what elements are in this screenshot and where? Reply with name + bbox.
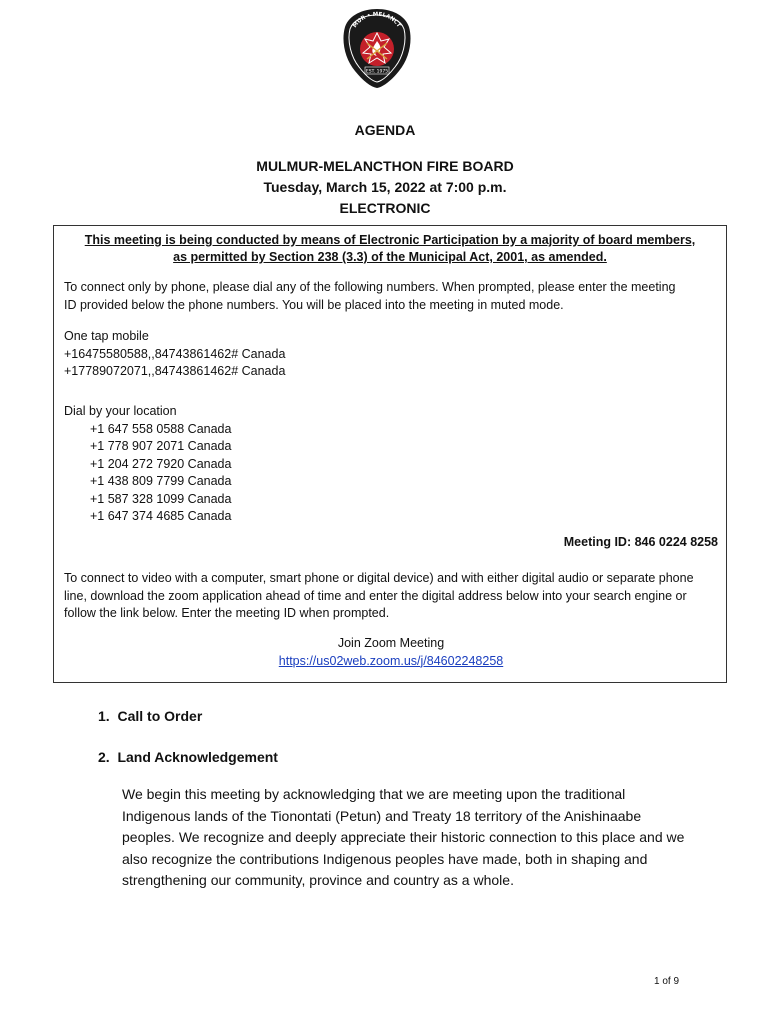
meeting-date: Tuesday, March 15, 2022 at 7:00 p.m. (263, 179, 507, 195)
meeting-mode: ELECTRONIC (339, 200, 431, 216)
page-number: 1 of 9 (654, 976, 680, 987)
land-acknowledgement-text (122, 784, 722, 892)
notice-line-2: as permitted by Section 238 (3.3) of the Municipal Act, 2001, as amended. (173, 250, 607, 264)
electronic-meeting-notice (53, 225, 727, 683)
agenda-item-land-acknowledgement (98, 749, 278, 765)
notice-heading (64, 232, 716, 266)
one-tap-label: One tap mobile (64, 329, 149, 343)
agenda-item-number: 1. (98, 708, 110, 724)
video-instructions-line-1: To connect to video with a computer, smart phone or digital device) and with either digital audio or separate phone (64, 571, 694, 585)
zoom-meeting-link[interactable]: https://us02web.zoom.us/j/84602248258 (278, 653, 504, 668)
dial-number: +1 647 374 4685 Canada (90, 509, 232, 523)
logo-est-text: EST. 1975 (365, 69, 389, 75)
phone-instructions-line-1: To connect only by phone, please dial any of the following numbers. When prompted, please enter the meeting (64, 280, 676, 294)
dial-number: +1 587 328 1099 Canada (90, 491, 232, 506)
board-name: MULMUR-MELANCTHON FIRE BOARD (256, 158, 514, 174)
agenda-item-call-to-order (98, 708, 202, 724)
agenda-item-title: Call to Order (117, 708, 203, 724)
dial-label: Dial by your location (64, 404, 177, 418)
video-instructions (64, 570, 694, 623)
acknowledgement-line: peoples. We recognize and deeply appreciate their historic connection to this place and we (122, 829, 685, 845)
phone-instructions (64, 279, 676, 314)
acknowledgement-line: Indigenous lands of the Tionontati (Petun) and Treaty 18 territory of the Anishinaabe (122, 807, 642, 824)
notice-line-1: This meeting is being conducted by means of Electronic Participation by a majority of board members, (84, 233, 696, 247)
phone-instructions-line-2: ID provided below the phone numbers. You will be placed into the meeting in muted mode. (64, 297, 564, 312)
join-zoom-label: Join Zoom Meeting (337, 636, 445, 650)
dial-number: +1 778 907 2071 Canada (90, 439, 232, 453)
agenda-item-title: Land Acknowledgement (117, 749, 278, 765)
agenda-item-number: 2. (98, 749, 110, 765)
one-tap-number: +16475580588,,84743861462# Canada (64, 346, 286, 361)
page-title: AGENDA (354, 122, 416, 138)
one-tap-number: +17789072071,,84743861462# Canada (64, 364, 286, 378)
fire-board-logo (341, 7, 413, 89)
logo-arc-text: MUR • MELANCT (352, 11, 402, 30)
dial-by-location (64, 403, 231, 526)
dial-number: +1 647 558 0588 Canada (90, 421, 232, 436)
join-zoom (54, 635, 728, 670)
acknowledgement-line: We begin this meeting by acknowledging that we are meeting upon the traditional (122, 786, 626, 802)
acknowledgement-line: also recognize the contributions Indigenous peoples have made, both in shaping and (122, 850, 648, 867)
one-tap-mobile (64, 328, 285, 381)
acknowledgement-line: strengthening our community, province and country as a whole. (122, 872, 514, 888)
meeting-id: Meeting ID: 846 0224 8258 (563, 535, 718, 549)
dial-number: +1 438 809 7799 Canada (90, 474, 232, 488)
video-instructions-line-3: follow the link below. Enter the meeting ID when prompted. (64, 606, 390, 620)
video-instructions-line-2: line, download the zoom application ahead of time and enter the digital address below into your search engine or (64, 588, 687, 603)
dial-number: +1 204 272 7920 Canada (90, 456, 232, 471)
